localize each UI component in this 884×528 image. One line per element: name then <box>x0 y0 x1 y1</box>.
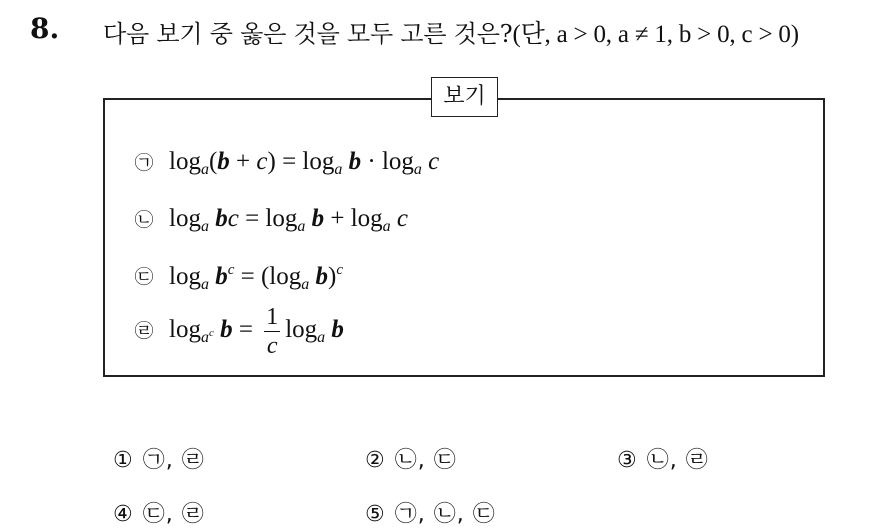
statement-nieun <box>132 205 408 236</box>
choice-1[interactable] <box>113 443 205 474</box>
choice-2[interactable] <box>365 443 457 474</box>
choice-value: ㉢, ㉣ <box>142 502 205 527</box>
choice-number: ⑤ <box>365 502 385 527</box>
statement-formula: $\log_{a^c} b$ = $\frac{1}{c}$ $\log_a b$ <box>169 304 344 359</box>
choice-number: ① <box>113 448 133 473</box>
statement-formula: $\log_a$ bc = $\log_a b + \log_a c$ <box>169 205 409 235</box>
choice-number: ② <box>365 448 385 473</box>
question-text <box>103 14 799 50</box>
question-condition: (단, a > 0, a ≠ 1, b > 0, c > 0) <box>512 21 799 48</box>
choice-value: ㉡, ㉢ <box>394 448 457 473</box>
statement-marker: ㉠ <box>134 151 154 174</box>
statement-marker: ㉣ <box>134 319 154 342</box>
choice-number: ③ <box>617 448 637 473</box>
statement-formula: $\log_a(b + c) = \log_a b \cdot \log_a c$ <box>169 148 440 178</box>
statement-formula: $\log_a b^c = (\log_a$ b)$^c$ <box>169 262 343 293</box>
statement-marker: ㉡ <box>134 208 154 231</box>
choice-5[interactable] <box>365 497 496 528</box>
fraction: $\frac{1}{c}$ <box>266 304 279 359</box>
statement-rieul <box>132 305 344 358</box>
choice-value: ㉠, ㉣ <box>142 448 205 473</box>
choice-4[interactable] <box>113 497 205 528</box>
choice-number: ④ <box>113 502 133 527</box>
example-box-title: 보기 <box>431 77 498 117</box>
statement-giyeok <box>132 148 439 179</box>
choice-value: ㉠, ㉡, ㉢ <box>394 502 496 527</box>
question-prompt: 다음 보기 중 옳은 것을 모두 고른 것은? <box>103 20 513 48</box>
choice-value: ㉡, ㉣ <box>646 448 709 473</box>
question-number: 8. <box>30 12 60 45</box>
statement-marker: ㉢ <box>134 266 154 288</box>
choice-3[interactable] <box>617 443 709 474</box>
statement-digeut <box>132 262 343 294</box>
